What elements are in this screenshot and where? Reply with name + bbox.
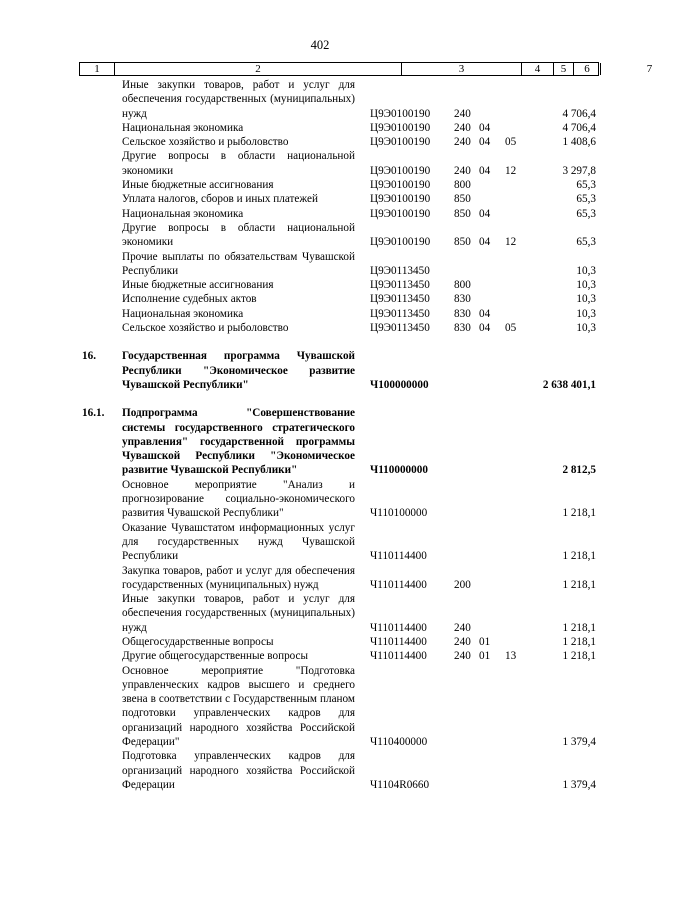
row-name: Оказание Чувашстатом информационных услуг для государственных нужд Чувашской Республики bbox=[122, 521, 355, 563]
row-code: Ц9Э0100190 bbox=[370, 136, 431, 149]
row-col-6: 05 bbox=[505, 322, 517, 335]
row-col-6: 12 bbox=[505, 164, 517, 177]
row-code: Ч1104R0660 bbox=[370, 778, 430, 791]
table-row bbox=[0, 664, 640, 750]
row-col-6: 12 bbox=[505, 236, 517, 249]
header-col-1: 1 bbox=[94, 63, 100, 75]
row-col-4: 240 bbox=[454, 650, 471, 663]
row-col-4: 830 bbox=[454, 322, 471, 335]
row-code: Ц9Э0113450 bbox=[370, 322, 430, 335]
row-code: Ц9Э0100190 bbox=[370, 193, 431, 206]
row-col-4: 800 bbox=[454, 279, 471, 292]
table-row bbox=[0, 349, 640, 392]
header-col-4: 4 bbox=[521, 63, 553, 75]
row-code: Ч110100000 bbox=[370, 507, 428, 520]
row-amount: 65,3 bbox=[576, 207, 596, 220]
row-name: Иные закупки товаров, работ и услуг для обеспечения государственных (муниципальных) нужд bbox=[122, 79, 355, 120]
row-spacer bbox=[0, 392, 640, 406]
row-col-6: 13 bbox=[505, 650, 517, 663]
row-code: Ц9Э0100190 bbox=[370, 207, 431, 220]
row-amount: 10,3 bbox=[576, 293, 596, 306]
row-name: Подпрограмма "Совершенствование системы государственного стратегического управления" государственной программы Чувашской Республики "Экономическое развитие Чувашской Республики" bbox=[122, 407, 355, 477]
row-name: Национальная экономика bbox=[122, 121, 244, 134]
table-row bbox=[0, 749, 640, 792]
table-row bbox=[0, 564, 640, 593]
row-amount: 1 218,1 bbox=[562, 507, 596, 520]
row-col-4: 240 bbox=[454, 121, 471, 134]
row-code: Ц9Э0113450 bbox=[370, 264, 430, 277]
table-row bbox=[0, 592, 640, 635]
row-col-4: 830 bbox=[454, 307, 471, 320]
row-col-4: 800 bbox=[454, 179, 471, 192]
table-row bbox=[0, 307, 640, 321]
row-name: Уплата налогов, сборов и иных платежей bbox=[122, 193, 318, 206]
table-row bbox=[0, 135, 640, 149]
row-name: Общегосударственные вопросы bbox=[122, 635, 274, 648]
row-col-4: 850 bbox=[454, 236, 471, 249]
row-amount: 1 408,6 bbox=[562, 136, 596, 149]
row-amount: 1 218,1 bbox=[562, 550, 596, 563]
table-row bbox=[0, 321, 640, 335]
row-amount: 2 812,5 bbox=[562, 464, 596, 477]
table-row bbox=[0, 207, 640, 221]
row-code: Ц9Э0113450 bbox=[370, 307, 430, 320]
row-number: 16.1. bbox=[82, 407, 105, 420]
row-amount: 10,3 bbox=[576, 322, 596, 335]
row-code: Ц9Э0113450 bbox=[370, 293, 430, 306]
row-code: Ц9Э0113450 bbox=[370, 279, 430, 292]
row-name: Исполнение судебных актов bbox=[122, 293, 257, 306]
row-name: Национальная экономика bbox=[122, 207, 244, 220]
page-number: 402 bbox=[310, 38, 330, 52]
row-col-5: 04 bbox=[479, 322, 491, 335]
row-name: Другие общегосударственные вопросы bbox=[122, 650, 309, 663]
row-name: Основное мероприятие "Подготовка управленческих кадров высшего и среднего звена в соответствии с Государственным планом подготовки управленческих кадров для организаций народного хозяйства Российской Федерации" bbox=[122, 664, 355, 749]
row-name: Другие вопросы в области национальной экономики bbox=[122, 221, 355, 249]
row-name: Иные бюджетные ассигнования bbox=[122, 279, 274, 292]
row-col-4: 240 bbox=[454, 136, 471, 149]
row-col-5: 04 bbox=[479, 164, 491, 177]
row-amount: 65,3 bbox=[576, 193, 596, 206]
table-row bbox=[0, 78, 640, 121]
row-code: Ц9Э0100190 bbox=[370, 164, 431, 177]
table-row bbox=[0, 221, 640, 250]
row-col-5: 04 bbox=[479, 136, 491, 149]
table-row bbox=[0, 149, 640, 178]
row-col-4: 240 bbox=[454, 107, 471, 120]
header-col-6: 6 bbox=[573, 63, 600, 75]
row-col-5: 04 bbox=[479, 121, 491, 134]
table-row bbox=[0, 406, 640, 477]
row-col-4: 240 bbox=[454, 621, 471, 634]
row-name: Основное мероприятие "Анализ и прогнозирование социально-экономического развития Чувашской Республики" bbox=[122, 478, 355, 520]
row-amount: 1 218,1 bbox=[562, 650, 596, 663]
row-code: Ч110114400 bbox=[370, 635, 427, 648]
row-amount: 10,3 bbox=[576, 307, 596, 320]
row-number: 16. bbox=[82, 350, 96, 363]
row-amount: 65,3 bbox=[576, 179, 596, 192]
row-amount: 3 297,8 bbox=[562, 164, 596, 177]
header-col-7: 7 bbox=[600, 63, 698, 75]
row-amount: 1 218,1 bbox=[562, 635, 596, 648]
row-code: Ч110114400 bbox=[370, 650, 427, 663]
row-amount: 2 638 401,1 bbox=[542, 378, 596, 391]
row-name: Подготовка управленческих кадров для организаций народного хозяйства Российской Федерации bbox=[122, 750, 355, 791]
row-code: Ч110114400 bbox=[370, 550, 427, 563]
row-amount: 1 379,4 bbox=[562, 778, 596, 791]
row-amount: 4 706,4 bbox=[562, 121, 596, 134]
row-name: Закупка товаров, работ и услуг для обеспечения государственных (муниципальных) нужд bbox=[122, 564, 355, 591]
table-row bbox=[0, 521, 640, 564]
row-name: Сельское хозяйство и рыболовство bbox=[122, 322, 289, 335]
table-header bbox=[79, 62, 653, 76]
table-row bbox=[0, 192, 640, 206]
row-code: Ч100000000 bbox=[370, 378, 429, 391]
row-code: Ц9Э0100190 bbox=[370, 179, 431, 192]
row-amount: 1 379,4 bbox=[562, 736, 596, 749]
row-col-5: 01 bbox=[479, 635, 491, 648]
row-amount: 65,3 bbox=[576, 236, 596, 249]
row-name: Государственная программа Чувашской Республики "Экономическое развитие Чувашской Республики" bbox=[122, 350, 355, 391]
row-name: Другие вопросы в области национальной экономики bbox=[122, 150, 355, 177]
row-name: Национальная экономика bbox=[122, 307, 244, 320]
table-body bbox=[0, 78, 640, 792]
row-col-4: 850 bbox=[454, 207, 471, 220]
row-code: Ч110400000 bbox=[370, 736, 428, 749]
row-amount: 10,3 bbox=[576, 264, 596, 277]
row-col-6: 05 bbox=[505, 136, 517, 149]
row-code: Ч110000000 bbox=[370, 464, 428, 477]
row-name: Иные бюджетные ассигнования bbox=[122, 179, 274, 192]
row-col-4: 240 bbox=[454, 164, 471, 177]
row-col-5: 04 bbox=[479, 236, 491, 249]
table-row bbox=[0, 649, 640, 663]
table-row bbox=[0, 178, 640, 192]
row-col-4: 830 bbox=[454, 293, 471, 306]
row-code: Ч110114400 bbox=[370, 578, 427, 591]
row-name: Иные закупки товаров, работ и услуг для обеспечения государственных (муниципальных) нужд bbox=[122, 593, 355, 634]
row-amount: 4 706,4 bbox=[562, 107, 596, 120]
table-row bbox=[0, 250, 640, 279]
row-code: Ц9Э0100190 bbox=[370, 107, 431, 120]
header-col-2: 2 bbox=[114, 63, 401, 75]
row-col-5: 04 bbox=[479, 307, 491, 320]
row-col-5: 04 bbox=[479, 207, 491, 220]
row-amount: 1 218,1 bbox=[562, 621, 596, 634]
header-col-3: 3 bbox=[401, 63, 521, 75]
row-code: Ч110114400 bbox=[370, 621, 427, 634]
row-col-4: 850 bbox=[454, 193, 471, 206]
table-row bbox=[0, 292, 640, 306]
row-amount: 10,3 bbox=[576, 279, 596, 292]
row-col-4: 240 bbox=[454, 635, 471, 648]
row-spacer bbox=[0, 335, 640, 349]
row-amount: 1 218,1 bbox=[562, 578, 596, 591]
table-row bbox=[0, 278, 640, 292]
table-row bbox=[0, 478, 640, 521]
table-row bbox=[0, 121, 640, 135]
row-code: Ц9Э0100190 bbox=[370, 121, 431, 134]
row-name: Прочие выплаты по обязательствам Чувашской Республики bbox=[122, 250, 355, 277]
row-col-5: 01 bbox=[479, 650, 491, 663]
table-row bbox=[0, 635, 640, 649]
row-col-4: 200 bbox=[454, 578, 471, 591]
row-name: Сельское хозяйство и рыболовство bbox=[122, 136, 289, 149]
row-code: Ц9Э0100190 bbox=[370, 236, 431, 249]
header-col-5: 5 bbox=[553, 63, 573, 75]
